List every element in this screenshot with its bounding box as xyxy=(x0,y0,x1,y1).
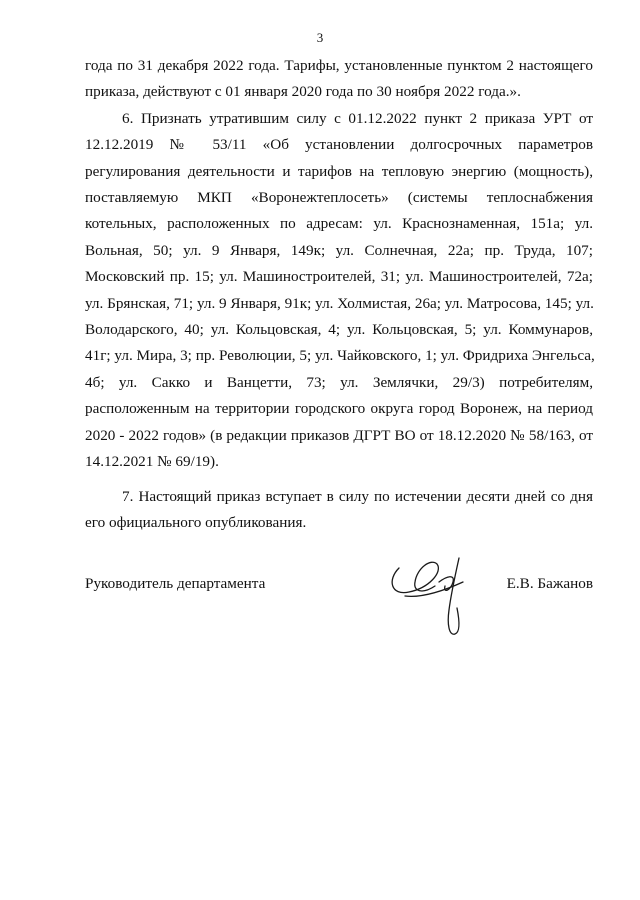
text-line: ул. Брянская, 71; ул. 9 Января, 91к; ул. Холмистая, 26а; ул. Матросова, 145; ул. xyxy=(85,294,594,312)
signer-title: Руководитель департамента xyxy=(85,575,266,592)
text-line: года по 31 декабря 2022 года. Тарифы, установленные пунктом 2 настоящего xyxy=(85,57,593,74)
text-line: 41г; ул. Мира, 3; пр. Революции, 5; ул. Чайковского, 1; ул. Фридриха Энгельса, xyxy=(85,347,595,365)
page-number: 3 xyxy=(316,30,324,45)
text-line: котельных, расположенных по адресам: ул. Краснознаменная, 151а; ул. xyxy=(85,215,593,233)
text-line: 12.12.2019 № 53/11 «Об установлении долгосрочных параметров xyxy=(85,136,593,154)
paragraph-gap xyxy=(85,476,593,484)
text-line: расположенным на территории городского округа город Воронеж, на период xyxy=(85,400,593,418)
text-line: 7. Настоящий приказ вступает в силу по истечении десяти дней со дня xyxy=(122,487,593,505)
document-body xyxy=(85,53,593,536)
text-line: Московский пр. 15; ул. Машиностроителей, 31; ул. Машиностроителей, 72а; xyxy=(85,268,593,286)
text-line: его официального опубликования. xyxy=(85,513,307,531)
text-line: 14.12.2021 № 69/19). xyxy=(85,453,219,471)
text-line: поставляемую МКП «Воронежтеплосеть» (системы теплоснабжения xyxy=(85,189,593,207)
text-line: регулирования деятельности и тарифов на тепловую энергию (мощность), xyxy=(85,162,593,180)
signer-name: Е.В. Бажанов xyxy=(506,575,593,592)
text-line: Володарского, 40; ул. Кольцовская, 4; ул. Кольцовская, 5; ул. Коммунаров, xyxy=(85,321,593,339)
text-line: приказа, действуют с 01 января 2020 года по 30 ноября 2022 года.». xyxy=(85,83,521,101)
text-line: Вольная, 50; ул. 9 Января, 149к; ул. Солнечная, 22а; пр. Труда, 107; xyxy=(85,241,593,259)
handwritten-signature xyxy=(385,552,495,642)
signature-block xyxy=(85,570,593,670)
text-line: 6. Признать утратившим силу с 01.12.2022 пункт 2 приказа УРТ от xyxy=(122,109,593,127)
text-line: 4б; ул. Сакко и Ванцетти, 73; ул. Землячки, 29/3) потребителям, xyxy=(85,373,593,391)
text-line: 2020 - 2022 годов» (в редакции приказов ДГРТ ВО от 18.12.2020 № 58/163, от xyxy=(85,426,593,444)
